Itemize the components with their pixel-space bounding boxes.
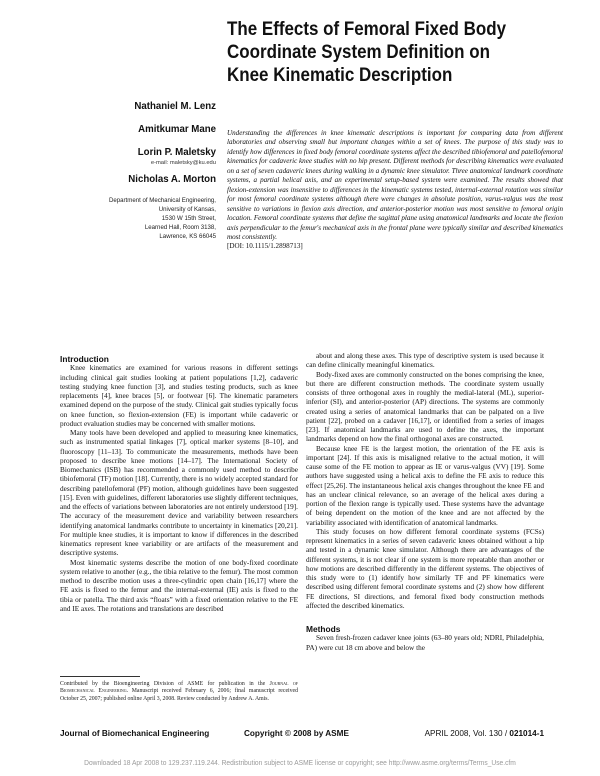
- footnote-journal: Journal of Biomechanical Engineering: [60, 681, 298, 695]
- footer-copyright: Copyright © 2008 by ASME: [244, 729, 349, 738]
- right-column: [306, 352, 544, 653]
- paragraph: Most kinematic systems describe the motion of one body-fixed coordinate system relative to another (e.g., the tibia relative to the femur). The most common method to describe motion uses a three-cylindric open chain [16,17] where the FE axis is fixed to the femur and the internal-external (IE) axis is fixed to the tibia or patella. The third axis “floats” with a fixed orientation relative to the FE and IE axes. The rotations and translations are described: [60, 558, 298, 613]
- affiliation-line: Learned Hall, Room 3138,: [144, 223, 216, 231]
- author-name: Amitkumar Mane: [138, 124, 216, 135]
- footer-issue-text: APRIL 2008, Vol. 130 /: [424, 729, 510, 738]
- affiliation-line: Department of Mechanical Engineering,: [108, 197, 216, 204]
- footer-journal-name: Journal of Biomechanical Engineering: [60, 729, 210, 738]
- author-name: Nathaniel M. Lenz: [134, 101, 216, 112]
- author-list: [100, 100, 216, 186]
- paragraph: Body-fixed axes are commonly constructed on the bones comprising the knee, but there are different construction methods. The coordinate system usually consists of three orthogonal axes in roughly the medial-lateral (ML), superior-inferior (SI), and anterior-posterior (AP) directions. The systems are commonly created using a series of anatomical landmarks that can be palpated on a live patient [22], probed on a cadaver [16,17], or identified from a series of images [23]. If anatomical landmarks are used to define the axes, the important landmarks depend on how the final orthogonal axes are constructed.: [306, 370, 544, 444]
- affiliation-line: University of Kansas,: [158, 205, 216, 213]
- author-email[interactable]: e-mail: maletsky@ku.edu: [150, 160, 216, 166]
- footnote: [60, 681, 298, 703]
- author-name: Nicholas A. Morton: [128, 174, 216, 185]
- author-name: Lorin P. Maletsky: [137, 147, 216, 158]
- abstract-text: Understanding the differences in knee kinematic descriptions is important for comparing data from different laboratories and observing small but important changes within a set of knees. The purpose of this study was to identify how differences in fixed body femoral coordinate systems affect the described tibiofemoral and patellofemoral kinematics for cadaveric knee studies with no hip present. Different methods for describing kinematics were evaluated on a set of seven cadaveric knees during walking in a dynamic knee simulator. Three anatomical landmark coordinate systems, a partial helical axis, and an experimental setup-based system were examined. The results showed that flexion-extension was insensitive to differences in the kinematic systems tested, internal-external rotation was similar for most femoral coordinate systems although there were changes in absolute position, varus-valgus was the most sensitive to variations in flexion axis direction, and anterior-posterior motion was most sensitive to femoral origin location. Femoral coordinate systems that define the sagittal plane using anatomical landmarks and locate the flexion axis perpendicular to the femur's mechanical axis in the frontal plane were typically similar and described kinematics most consistently.: [227, 129, 563, 241]
- footnote-divider: [60, 676, 140, 677]
- doi[interactable]: [DOI: 10.1115/1.2898713]: [227, 242, 303, 251]
- section-heading-methods: Methods: [306, 624, 341, 634]
- author-affiliation: [100, 197, 216, 242]
- title-line-1: The Effects of Femoral Fixed Body: [227, 18, 507, 40]
- title-line-3: Knee Kinematic Description: [227, 64, 453, 86]
- download-notice: Downloaded 18 Apr 2008 to 129.237.119.244. Redistribution subject to ASME license or copyright; see http://www.asme.org/terms/Terms_Use.cfm: [84, 759, 516, 767]
- affiliation-line: Lawrence, KS 66045: [159, 232, 216, 240]
- footer-issue: [425, 729, 544, 738]
- footnote-text-1: Contributed by the Bioengineering Division of ASME for publication in the: [60, 681, 270, 687]
- left-column: [60, 355, 298, 614]
- title-line-2: Coordinate System Definition on: [227, 41, 490, 63]
- footer-page-number: 021014-1: [509, 729, 544, 738]
- abstract: [227, 129, 563, 252]
- paragraph: Knee kinematics are examined for various reasons in different settings including clinical gait studies looking at patient populations [1,2], cadaveric testing studying knee function [3], and studies testing products, such as knee replacements [4], knee braces [5], or footwear [6]. The kinematic parameters examined depend on the purpose of the study. Clinical gait studies typically focus on knee function, so flexion-extension (FE) is important while cadaveric or product evaluation studies may be concerned with smaller motions.: [60, 364, 298, 428]
- paragraph: Many tools have been developed and applied to measuring knee kinematics, such as instrumented spatial linkages [7], optical marker systems [8–10], and fluoroscopy [11–13]. To communicate the measurements, methods have been proposed to describe knee motions [14–17]. The International Society of Biomechanics (ISB) has recommended a commonly used method to describe tibiofemoral (TF) motion [18]. Currently, there is no widely accepted standard for describing patellofemoral (PF) motion, although guidelines have been suggested [15]. Even with guidelines, different laboratories use slightly different techniques, and the effects of variations between laboratories are not entirely understood [19]. The accuracy of the measurement device and variability between researchers identifying anatomical landmarks contribute to uncertainty in kinematics [20,21]. For multiple knee studies, it is important to know if differences in the described kinematics represent knee variability or are artifacts of the measurement and descriptive systems.: [60, 429, 298, 558]
- paragraph: Seven fresh-frozen cadaver knee joints (63–80 years old; NDRI, Philadelphia, PA) were cut 18 cm above and below the: [306, 634, 544, 652]
- footnote-text-2: . Manuscript received February 6, 2006; final manuscript received October 25, 2007; published online April 3, 2008. Review conducted by Andrew A. Amis.: [60, 688, 298, 702]
- paragraph: This study focuses on how different femoral coordinate systems (FCSs) represent kinematics in a series of seven cadaveric knees obtained without a hip and tested in a dynamic knee simulator. Although there are advantages of the different systems, it is not clear if one system is more repeatable than another or how motions are described differently in the different systems. The objectives of this study were to (1) identify how similarly TF and PF kinematics were described using different femoral coordinate systems and (2) show how different FE directions, SI directions, and femoral fixed body construction methods affected the described kinematics.: [306, 527, 544, 610]
- paragraph: Because knee FE is the largest motion, the orientation of the FE axis is important [24]. If this axis is misaligned relative to the actual motion, it will cause some of the FE motion to appear as IE or varus-valgus (VV) [19]. Some authors have suggested using a helical axis to define the FE axis to reduce this effect [25,26]. The instantaneous helical axis changes throughout the knee FE and has an unclear clinical relevance, so an average of the helical axes during a portion of the flexion range is typically used. These systems have the advantage of being dependent on the motion of the knee and are not affected by the variability associated with identification of anatomical landmarks.: [306, 444, 544, 527]
- article-title: [227, 18, 567, 87]
- affiliation-line: 1530 W 15th Street,: [161, 214, 216, 222]
- paragraph: about and along these axes. This type of descriptive system is used because it can define clinically meaningful kinematics.: [306, 352, 544, 370]
- section-heading-introduction: Introduction: [60, 354, 109, 364]
